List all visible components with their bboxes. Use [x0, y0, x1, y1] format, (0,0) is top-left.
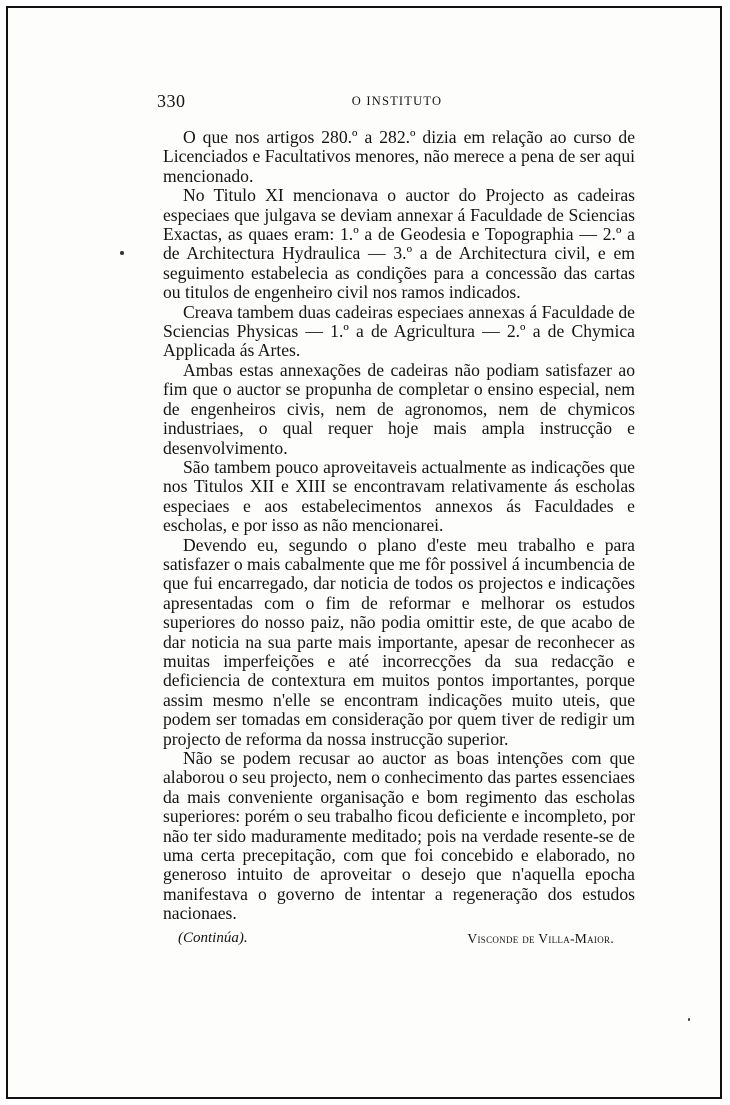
print-speck [120, 251, 124, 255]
paragraph: No Titulo XI mencionava o auctor do Projecto as cadeiras especiaes que julgava se deviam annexar á Faculdade de Sciencias Exactas, as quaes eram: 1.º a de Geodesia e Topographia — 2.º a de Architectura Hydraulica — 3.º a de Architectura civil, e em seguimento estabelecia as condições para a concessão das cartas ou titulos de engenheiro civil nos ramos indicados. [163, 185, 635, 303]
continued-note: (Continúa). [178, 930, 248, 946]
page-header [157, 91, 637, 115]
paragraph: Ambas estas annexações de cadeiras não podiam satisfazer ao fim que o auctor se propunha de completar o ensino especial, nem de engenheiros civis, nem de agronomos, nem de chymicos industriaes, o qual requer hoje mais ampla instrucção e desenvolvimento. [163, 359, 635, 458]
page-number: 330 [157, 91, 186, 111]
paragraph: Devendo eu, segundo o plano d'este meu trabalho e para satisfazer o mais cabalmente que me fôr possivel á incumbencia de que fui encarregado, dar noticia de todos os projectos e indicações apresentadas com o fim de reformar e melhorar os estudos superiores do nosso paiz, não podia omittir este, de que acabo de dar noticia na sua parte mais importante, apesar de reconhecer as muitas imperfeições e até incorrecções da sua redacção e deficiencia de contextura em muitos pontos importantes, porque assim mesmo n'elle se encontram indicações muito uteis, que podem ser tomadas em consideração por quem tiver de redigir um projecto de reforma da nossa instrucção superior. [163, 534, 635, 749]
print-speck [688, 1018, 690, 1021]
signature-row [178, 930, 614, 950]
paragraph: O que nos artigos 280.º a 282.º dizia em relação ao curso de Licenciados e Facultativos menores, não merece a pena de ser aqui mencionado. [163, 127, 635, 186]
paragraph: Não se podem recusar ao auctor as boas intenções com que alaborou o seu projecto, nem o conhecimento das partes essenciaes da mais conveniente organisação e bom regimento das escholas superiores: porém o seu trabalho ficou deficiente e incompleto, por não ter sido maduramente meditado; pois na verdade resente-se de uma certa precepitação, com que foi concebido e elaborado, no generoso intuito de aproveitar o desejo que n'aquella epocha manifestava o governo de intentar a regeneração dos estudos nacionaes. [163, 748, 635, 924]
paragraph: Creava tambem duas cadeiras especiaes annexas á Faculdade de Sciencias Physicas — 1.º a de Agricultura — 2.º a de Chymica Applicada ás Artes. [163, 301, 635, 361]
body-text [163, 128, 635, 924]
paragraph: São tambem pouco aproveitaveis actualmente as indicações que nos Titulos XII e XIII se encontravam relativamente ás escholas especiaes e aos estabelecimentos annexos ás Faculdades e escholas, e por isso as não mencionarei. [163, 456, 635, 536]
author-signature: Visconde de Villa-Maior. [467, 931, 614, 946]
running-title: O INSTITUTO [351, 94, 443, 108]
